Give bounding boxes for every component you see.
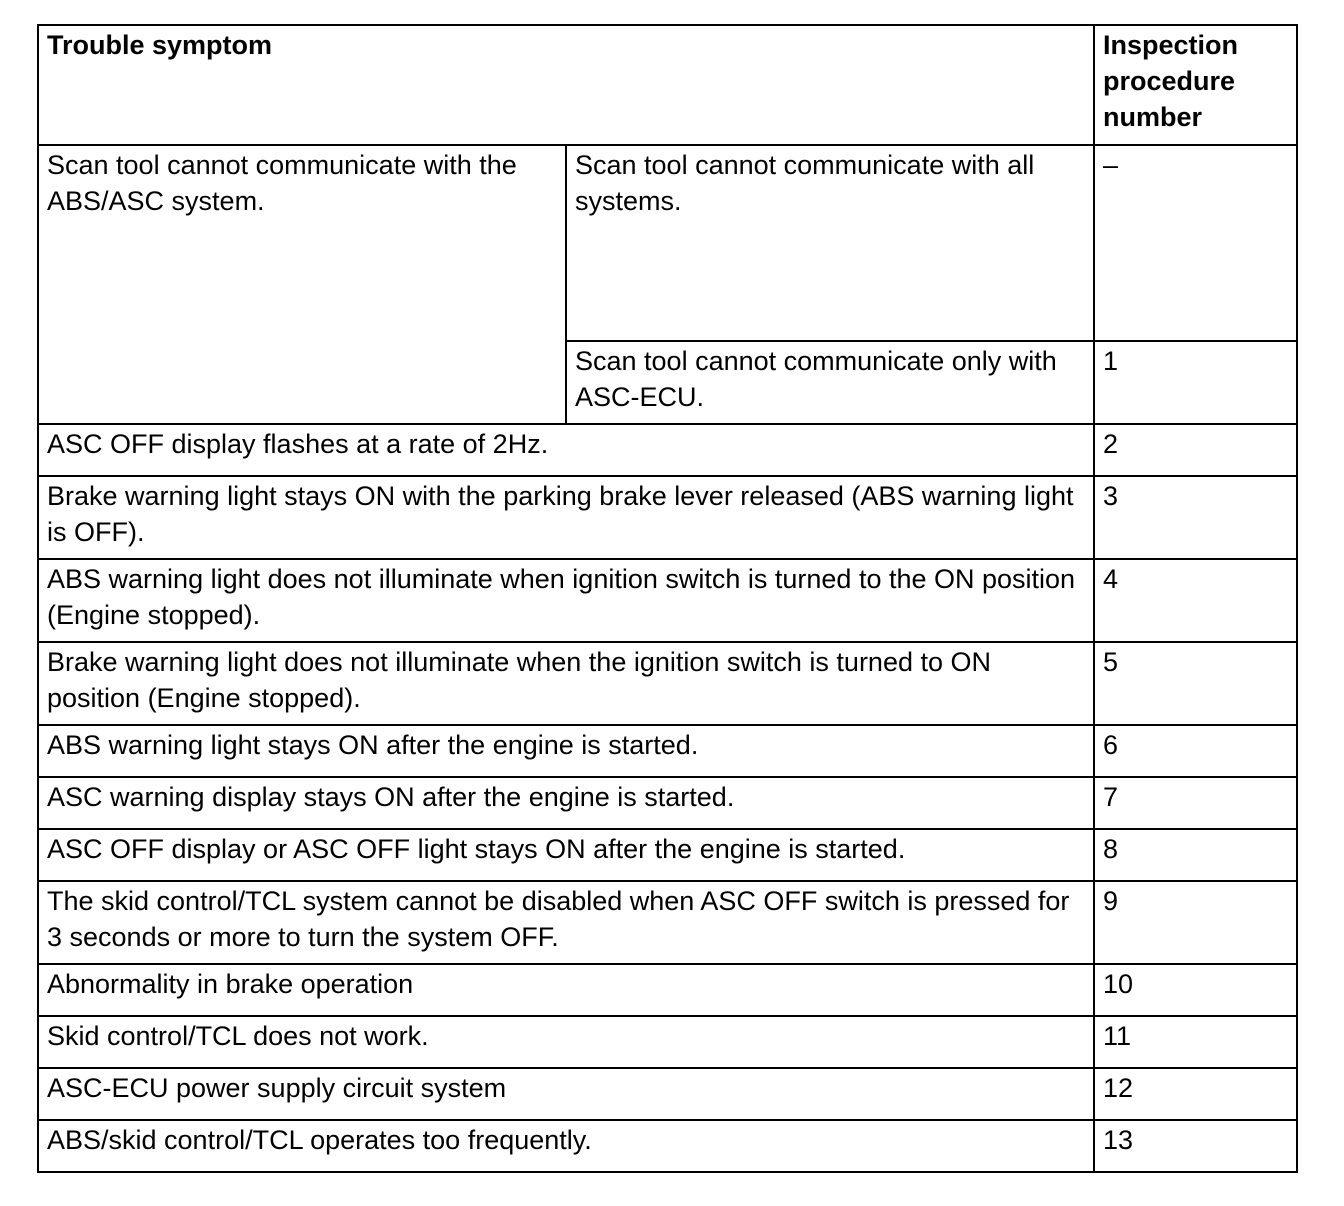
symptom-cell: ASC warning display stays ON after the engine is started. <box>38 777 1094 829</box>
table-row <box>38 881 1297 964</box>
table-row <box>38 964 1297 1016</box>
procedure-cell: 13 <box>1094 1120 1297 1172</box>
table-row <box>38 642 1297 725</box>
procedure-cell: 11 <box>1094 1016 1297 1068</box>
symptom-cell: ABS warning light does not illuminate when ignition switch is turned to the ON position (Engine stopped). <box>38 559 1094 642</box>
procedure-cell: 7 <box>1094 777 1297 829</box>
symptom-cell: Brake warning light does not illuminate when the ignition switch is turned to ON position (Engine stopped). <box>38 642 1094 725</box>
table-row <box>38 725 1297 777</box>
table-row <box>38 829 1297 881</box>
header-inspection-procedure: Inspection procedure number <box>1094 25 1297 145</box>
symptom-cell: The skid control/TCL system cannot be disabled when ASC OFF switch is pressed for 3 seconds or more to turn the system OFF. <box>38 881 1094 964</box>
procedure-cell: 3 <box>1094 476 1297 559</box>
symptom-cell: ABS/skid control/TCL operates too frequently. <box>38 1120 1094 1172</box>
procedure-cell: 12 <box>1094 1068 1297 1120</box>
table-row <box>38 476 1297 559</box>
table-row <box>38 424 1297 476</box>
trouble-symptom-table <box>37 24 1298 1173</box>
symptom-cell: ASC OFF display or ASC OFF light stays ON after the engine is started. <box>38 829 1094 881</box>
procedure-cell: 1 <box>1094 341 1297 424</box>
table-row <box>38 559 1297 642</box>
table-row <box>38 777 1297 829</box>
procedure-cell: 10 <box>1094 964 1297 1016</box>
symptom-cell: Brake warning light stays ON with the parking brake lever released (ABS warning light is OFF). <box>38 476 1094 559</box>
symptom-cell: ABS warning light stays ON after the engine is started. <box>38 725 1094 777</box>
table-row <box>38 1120 1297 1172</box>
procedure-cell: 4 <box>1094 559 1297 642</box>
symptom-cell: Skid control/TCL does not work. <box>38 1016 1094 1068</box>
procedure-cell: 6 <box>1094 725 1297 777</box>
procedure-cell: 2 <box>1094 424 1297 476</box>
symptom-cell: ASC OFF display flashes at a rate of 2Hz. <box>38 424 1094 476</box>
table-header-row <box>38 25 1297 145</box>
header-trouble-symptom: Trouble symptom <box>38 25 1094 145</box>
table-row <box>38 1068 1297 1120</box>
symptom-cell: ASC-ECU power supply circuit system <box>38 1068 1094 1120</box>
table-row <box>38 145 1297 341</box>
table-row <box>38 1016 1297 1068</box>
procedure-cell: 8 <box>1094 829 1297 881</box>
symptom-cell: Scan tool cannot communicate with all systems. <box>566 145 1094 341</box>
procedure-cell: – <box>1094 145 1297 341</box>
symptom-cell: Scan tool cannot communicate only with ASC-ECU. <box>566 341 1094 424</box>
procedure-cell: 5 <box>1094 642 1297 725</box>
symptom-cell: Abnormality in brake operation <box>38 964 1094 1016</box>
scan-group-label: Scan tool cannot communicate with the ABS/ASC system. <box>38 145 566 424</box>
procedure-cell: 9 <box>1094 881 1297 964</box>
